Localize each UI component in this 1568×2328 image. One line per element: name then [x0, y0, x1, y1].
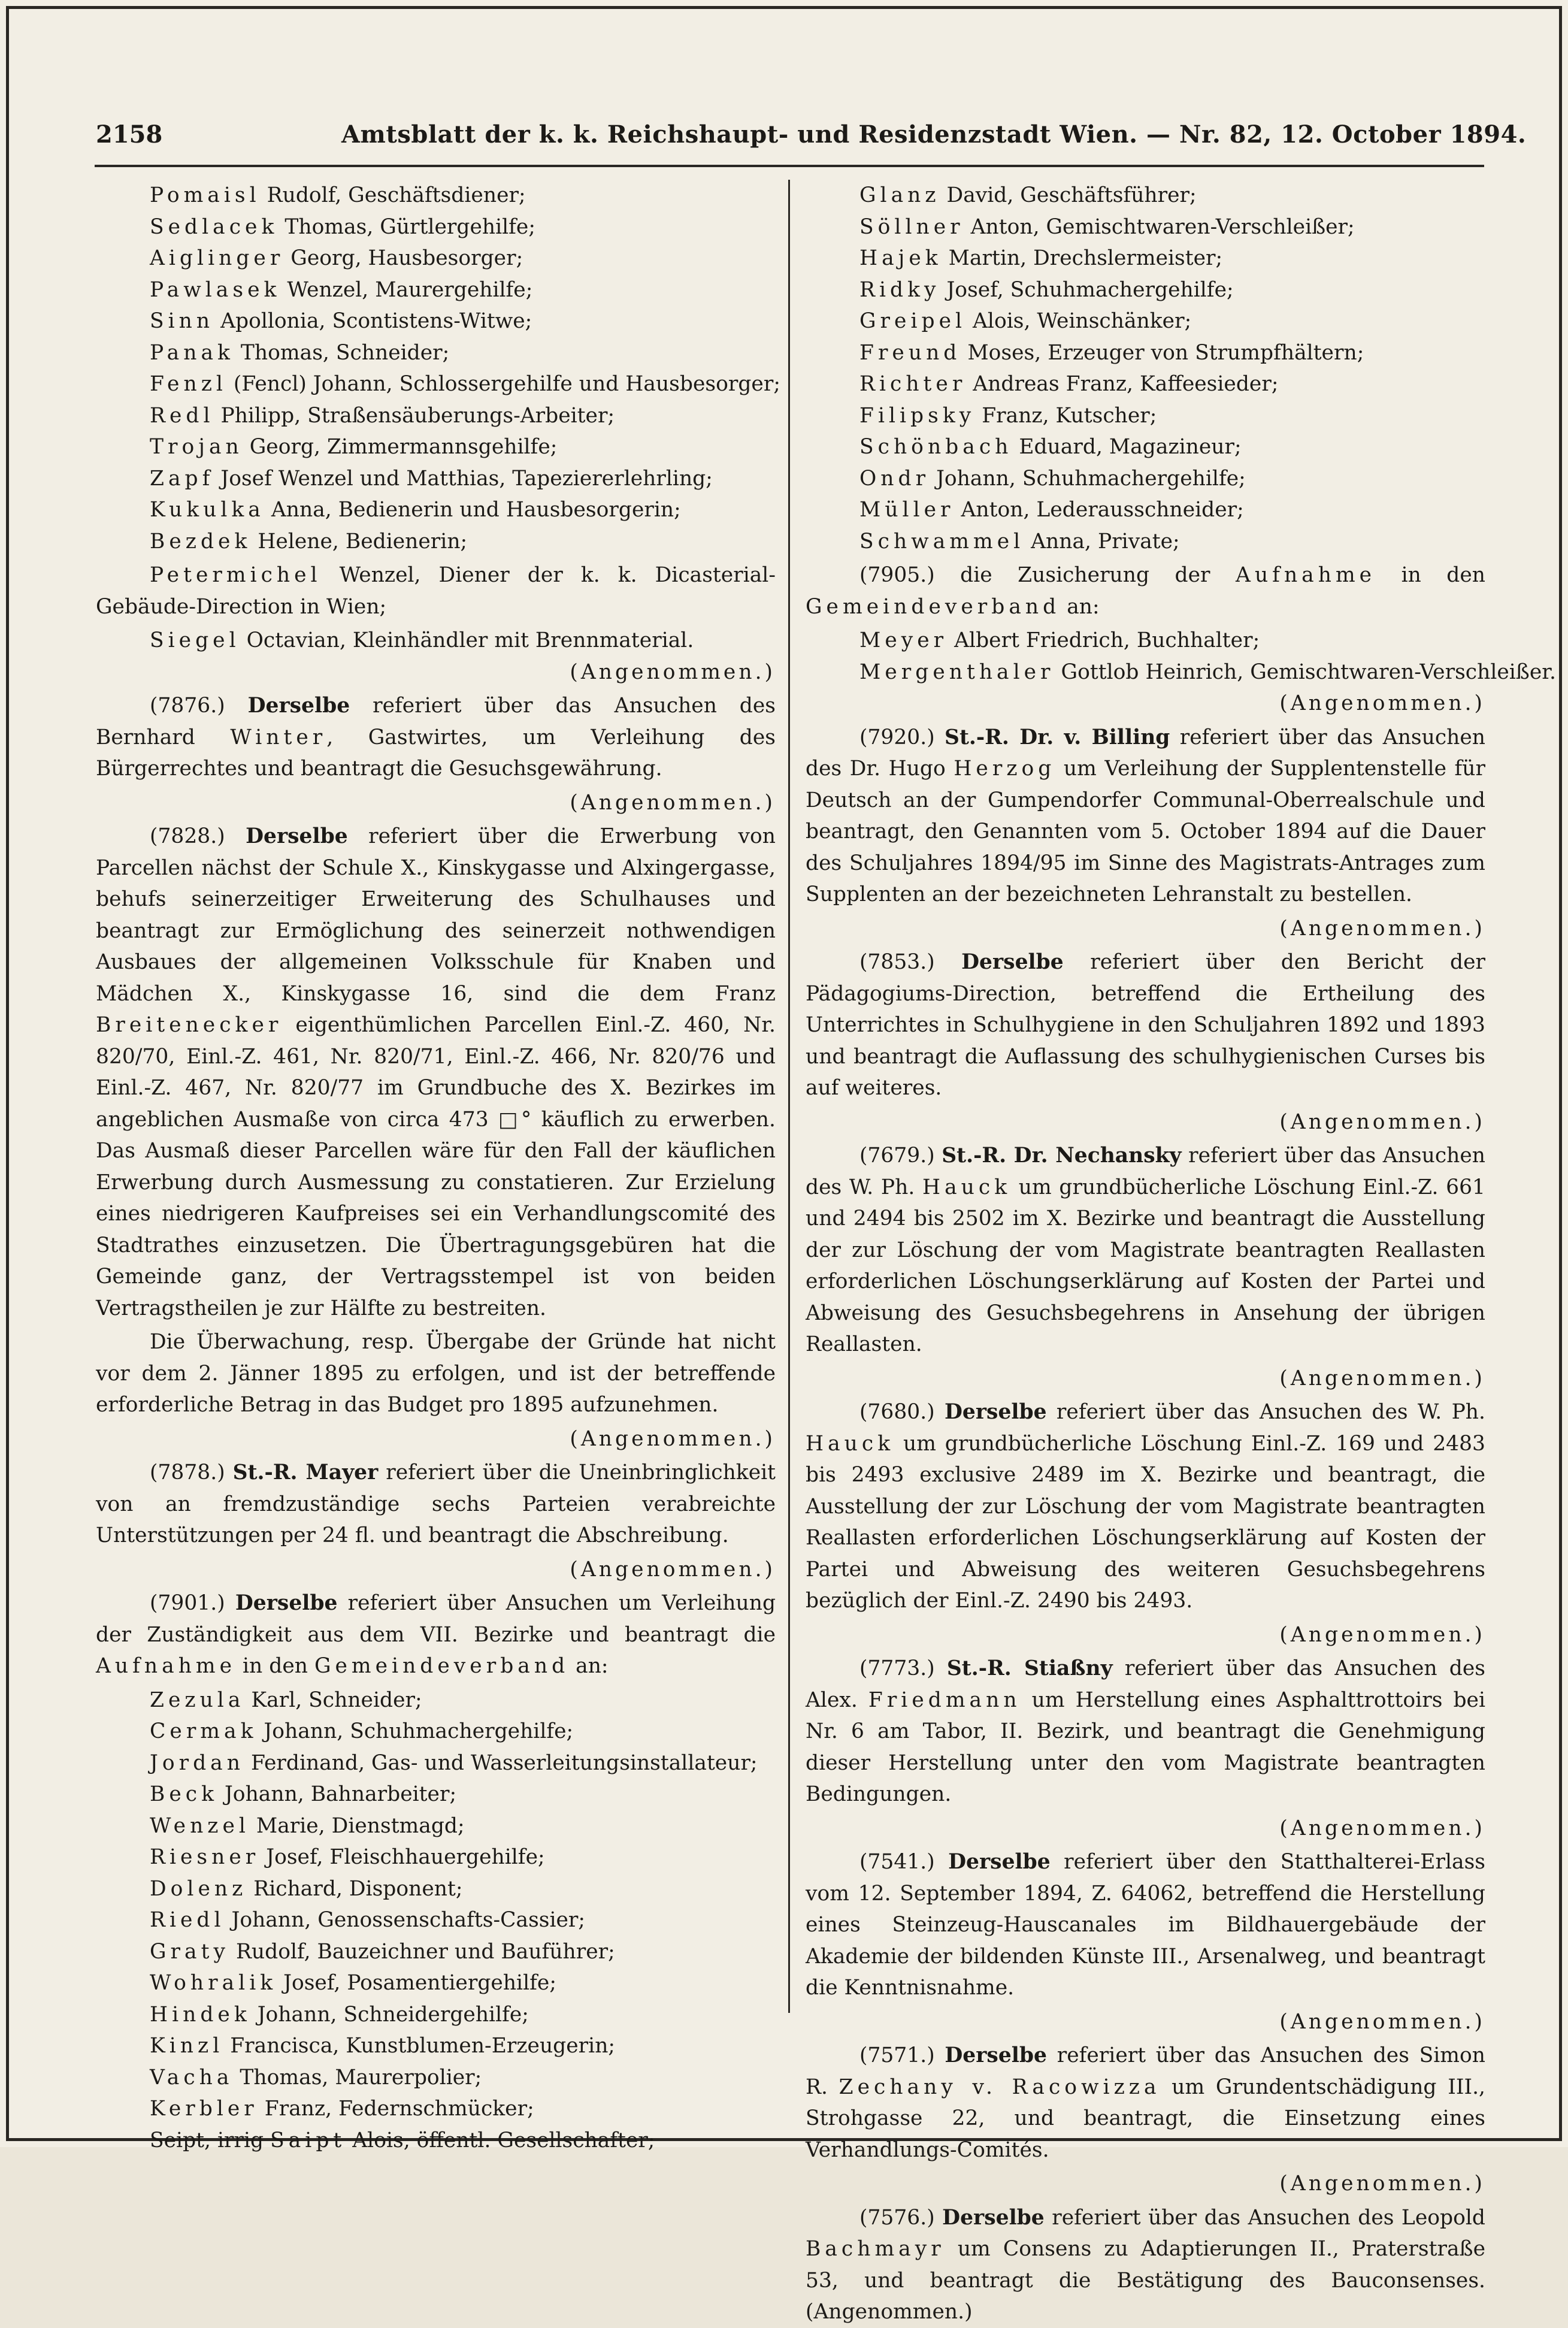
header-rule — [95, 165, 1484, 167]
resolution-accepted: (Angenommen.) — [1279, 1816, 1485, 1840]
name-details: Thomas, Maurerpolier; — [240, 2065, 482, 2090]
surname: Mergenthaler — [859, 660, 1055, 684]
name-details: Alois, öffentl. Gesellschafter; — [352, 2128, 655, 2152]
resolution-accepted: (Angenommen.) — [1279, 2172, 1485, 2196]
name-entry — [96, 1967, 776, 1999]
speaker: Derselbe — [246, 824, 348, 848]
name-entry — [96, 1716, 776, 1747]
surname: Schönbach — [859, 435, 1013, 459]
name-entry — [96, 1842, 776, 1873]
name-details: Josef, Posamentiergehilfe; — [283, 1971, 556, 1995]
right-column — [806, 180, 1556, 2324]
name-entry — [96, 1904, 776, 1936]
surname: Dolenz — [150, 1876, 247, 1901]
name-details: Philipp, Straßensäuberungs-Arbeiter; — [220, 403, 615, 428]
name-entry — [806, 431, 1485, 463]
name-details: Johann, Schuhmachergehilfe; — [264, 1719, 574, 1743]
name-details: Albert Friedrich, Buchhalter; — [954, 628, 1260, 652]
surname: Hindek — [150, 2002, 251, 2027]
name-entry — [96, 1999, 776, 2031]
name-entry — [806, 625, 1485, 657]
surname: Hajek — [859, 246, 942, 270]
item-number: (7679.) — [859, 1144, 935, 1168]
name-details: Franz, Federnschmücker; — [264, 2097, 534, 2121]
name-entry — [96, 211, 776, 243]
name-entry — [96, 1810, 776, 1842]
surname: Schwammel — [859, 529, 1025, 554]
name-details: Eduard, Magazineur; — [1019, 435, 1242, 459]
name-details: Georg, Zimmermannsgehilfe; — [249, 435, 558, 459]
name-details: Marie, Dienstmagd; — [256, 1813, 465, 1838]
name-details: Richard, Disponent; — [253, 1876, 463, 1901]
speaker: St.-R. Dr. v. Billing — [945, 725, 1170, 749]
surname: Riesner — [150, 1845, 260, 1869]
name-entry — [806, 368, 1485, 400]
name-details: Johann, Schneidergehilfe; — [257, 2002, 529, 2027]
spaced-word: Gemeindeverband — [314, 1654, 570, 1678]
name-details: Moses, Erzeuger von Strumpfhältern; — [967, 340, 1364, 365]
item-number: (7901.) — [150, 1591, 225, 1615]
item-number: (7680.) — [859, 1400, 935, 1424]
speaker: Derselbe — [961, 950, 1064, 974]
name-entry — [96, 526, 776, 558]
resolution-accepted: (Angenommen.) — [1279, 1366, 1485, 1390]
name-details: Anna, Private; — [1031, 529, 1180, 554]
resolution-accepted: (Angenommen.) — [1279, 916, 1485, 941]
surname: Pomaisl — [150, 183, 261, 207]
surname: Kinzl — [150, 2034, 224, 2058]
surname: Ridky — [859, 277, 940, 302]
name-entry — [96, 1873, 776, 1905]
name-entry — [96, 180, 776, 211]
name-details: Franz, Kutscher; — [982, 403, 1157, 428]
surname: Ondr — [859, 466, 930, 491]
name-details: Anton, Lederausschneider; — [961, 498, 1244, 522]
page-header — [96, 114, 1527, 156]
name-entry — [96, 368, 780, 400]
name-entry — [806, 306, 1485, 337]
speaker: Derselbe — [942, 2205, 1045, 2230]
surname: Sedlacek — [150, 214, 279, 239]
surname: Wohralik — [150, 1971, 277, 1995]
surname: Panak — [150, 340, 234, 365]
spaced-word: Aufnahme — [96, 1654, 237, 1678]
paragraph-7773: (7773.) St.-R. Stiaßny referiert über das Ansuchen des Alex. Friedmann um Herstellung eines Asphalttrottoirs bei Nr. 6 am Tabor, II. Bezirk, und beantragt die Genehmigung dieser Herstellung unter den vom Magistrate beantragten Bedingungen. — [806, 1656, 1486, 1806]
surname: Müller — [859, 498, 955, 522]
name-details: Anna, Bedienerin und Hausbesorgerin; — [271, 498, 681, 522]
surname: Seipt — [150, 2128, 205, 2152]
name-details: Francisca, Kunstblumen-Erzeugerin; — [230, 2034, 616, 2058]
name-entry — [806, 494, 1485, 526]
surname: Zezula — [150, 1688, 245, 1712]
page-number: 2158 — [96, 120, 163, 149]
item-number: (7853.) — [859, 950, 935, 974]
item-number: (7541.) — [859, 1850, 935, 1874]
name-details: Johann, Schuhmachergehilfe; — [936, 466, 1246, 491]
speaker: St.-R. Dr. Nechansky — [942, 1144, 1182, 1168]
name-entry — [96, 337, 776, 369]
spaced-name: Hauck — [922, 1175, 1012, 1199]
name-details: Ferdinand, Gas- und Wasserleitungsinstallateur; — [250, 1750, 758, 1775]
resolution-accepted: (Angenommen.) — [570, 790, 776, 815]
border-left — [6, 6, 9, 2141]
item-number: (7828.) — [150, 824, 225, 848]
resolution-accepted: (Angenommen.) — [1279, 1109, 1485, 1134]
name-entry — [96, 1747, 776, 1779]
item-number: (7878.) — [150, 1461, 225, 1485]
name-entry — [806, 400, 1485, 432]
name-details: Alois, Weinschänker; — [973, 309, 1192, 333]
resolution-accepted: (Angenommen.) — [1279, 2009, 1485, 2034]
name-entry — [96, 2093, 776, 2125]
name-entry — [96, 494, 776, 526]
speaker: Derselbe — [235, 1591, 338, 1615]
paragraph-7541: (7541.) Derselbe referiert über den Statthalterei-Erlass vom 12. September 1894, Z. 64062, betreffend die Herstellung eines Steinzeug-Hauscanales im Bildhauergebäude der Akademie der bildenden Künste III., Arsenalweg, und beantragt die Kenntnisnahme. — [806, 1850, 1485, 2000]
resolution-accepted: (Angenommen.) — [806, 2300, 973, 2324]
name-entry — [806, 463, 1485, 495]
paragraph-7828: (7828.) Derselbe referiert über die Erwerbung von Parcellen nächst der Schule X., Kinskygasse und Alxingergasse, behufs seinerzeitiger Erweiterung des Schulhauses und beantragt zur Ermöglichung des seinerzeit nothwendigen Ausbaues der allgemeinen Volksschule für Knaben und Mädchen X., Kinskygasse 16, sind die dem Franz Breitenecker eigenthümlichen Parcellen Einl.-Z. 460, Nr. 820/70, Einl.-Z. 461, Nr. 820/71, Einl.-Z. 466, Nr. 820/76 und Einl.-Z. 467, Nr. 820/77 im Grundbuche des X. Bezirkes im angeblichen Ausmaße von circa 473 □° käuflich zu erwerben. Das Ausmaß dieser Parcellen wäre für den Fall der käuflichen Erwerbung durch Ausmessung zu constatieren. Zur Erzielung eines niedrigeren Kaufpreises sei ein Verhandlungscomité des Stadtrathes einzusetzen. Die Übertragungsgebüren hat die Gemeinde ganz, der Vertragsstempel ist von beiden Vertragstheilen je zur Hälfte zu bestreiten. — [96, 824, 776, 1320]
name-details: Josef, Schuhmachergehilfe; — [946, 277, 1234, 302]
name-entry-siegel — [96, 625, 776, 657]
names-list-3 — [806, 180, 1485, 557]
surname: Aiglinger — [150, 246, 284, 270]
name-details: Rudolf, Geschäftsdiener; — [267, 183, 526, 207]
surname: Riedl — [150, 1908, 225, 1932]
name-details: Wenzel, Diener der k. k. Dicasterial-Gebäude-Direction in Wien; — [96, 563, 776, 619]
resolution-accepted: (Angenommen.) — [1279, 691, 1485, 715]
surname: Bezdek — [150, 529, 252, 554]
name-entry — [96, 274, 776, 306]
name-entry — [806, 274, 1485, 306]
name-details: Gottlob Heinrich, Gemischtwaren-Verschleißer. — [1061, 660, 1556, 684]
name-details: Wenzel, Maurergehilfe; — [287, 277, 533, 302]
name-details: Anton, Gemischtwaren-Verschleißer; — [970, 214, 1355, 239]
paragraph-7901: (7901.) Derselbe referiert über Ansuchen um Verleihung der Zuständigkeit aus dem VII. Bezirke und beantragt die Aufnahme in den Gemeindeverband an: — [96, 1591, 776, 1678]
surname: Beck — [150, 1782, 218, 1806]
name-details: Johann, Genossenschafts-Cassier; — [231, 1908, 586, 1932]
name-entry — [96, 1685, 776, 1716]
name-entry — [96, 2062, 776, 2094]
surname: Sinn — [150, 309, 214, 333]
resolution-accepted: (Angenommen.) — [570, 660, 776, 684]
surname: Glanz — [859, 183, 940, 207]
name-entry — [96, 1936, 776, 1968]
name-entry — [96, 1779, 776, 1810]
paragraph-7905: (7905.) die Zusicherung der Aufnahme in den Gemeindeverband an: — [806, 563, 1486, 619]
paragraph-7878: (7878.) St.-R. Mayer referiert über die Uneinbringlichkeit von an fremdzuständige sechs Parteien verabreichte Unterstützungen per 24 fl. und beantragt die Abschreibung. — [96, 1461, 776, 1547]
surname: Pawlasek — [150, 277, 281, 302]
paragraph-7853: (7853.) Derselbe referiert über den Bericht der Pädagogiums-Direction, betreffend die Ertheilung des Unterrichtes in Schulhygiene in den Schuljahren 1892 und 1893 und beantragt die Auflassung des schulhygienischen Curses bis auf weiteres. — [806, 950, 1486, 1100]
surname: Richter — [859, 372, 967, 396]
name-details: (Fencl) Johann, Schlossergehilfe und Hausbesorger; — [233, 372, 780, 396]
border-right — [1559, 6, 1562, 2141]
name-entry — [96, 306, 776, 337]
spaced-name: Winter — [230, 725, 327, 749]
border-top — [6, 6, 1562, 9]
name-entry — [806, 211, 1485, 243]
item-number: (7576.) — [859, 2205, 935, 2230]
name-entry — [96, 243, 776, 274]
speaker: St.-R. Mayer — [232, 1461, 379, 1485]
item-number: (7876.) — [150, 694, 225, 718]
gazette-title: Amtsblatt der k. k. Reichshaupt- und Residenzstadt Wien. — Nr. 82, 12. October 1894. — [341, 120, 1527, 149]
name-details: Octavian, Kleinhändler mit Brennmaterial. — [246, 628, 694, 652]
resolution-accepted: (Angenommen.) — [570, 1557, 776, 1582]
spaced-name: Breitenecker — [96, 1013, 283, 1037]
spaced-name: Zechany v. Racowizza — [839, 2075, 1161, 2099]
name-details: Andreas Franz, Kaffeesieder; — [973, 372, 1279, 396]
name-entry — [96, 431, 776, 463]
speaker: Derselbe — [945, 1400, 1047, 1424]
surname: Vacha — [150, 2065, 234, 2090]
item-number: (7920.) — [859, 725, 935, 749]
resolution-accepted: (Angenommen.) — [570, 1426, 776, 1451]
speaker: St.-R. Stiaßny — [946, 1656, 1113, 1680]
spaced-name: Bachmayr — [806, 2237, 945, 2261]
surname: Filipsky — [859, 403, 976, 428]
paragraph-7576: (7576.) Derselbe referiert über das Ansuchen des Leopold Bachmayr um Consens zu Adaptierungen II., Praterstraße 53, und beantragt die Bestätigung des Bauconsenses. (Angenommen.) — [806, 2205, 1486, 2324]
name-details: Martin, Drechslermeister; — [948, 246, 1223, 270]
name-entry — [806, 657, 1556, 688]
name-details: Helene, Bedienerin; — [258, 529, 468, 554]
speaker: Derselbe — [945, 2043, 1047, 2067]
paragraph-7680: (7680.) Derselbe referiert über das Ansuchen des W. Ph. Hauck um grundbücherliche Löschung Einl.-Z. 169 und 2483 bis 2493 exclusive 2489 im X. Bezirke und beantragt, die Ausstellung der zur Löschung der vom Magistrate beantragten Reallasten erforderlichen Löschungserklärung auf Kosten der Partei und Abweisung des weiteren Gesuchsbegehrens bezüglich der Einl.-Z. 2490 bis 2493. — [806, 1400, 1486, 1613]
surname: Petermichel — [150, 563, 322, 587]
name-details: Karl, Schneider; — [251, 1688, 422, 1712]
surname: Siegel — [150, 628, 240, 652]
spaced-word: Aufnahme — [1236, 563, 1376, 587]
surname: Graty — [150, 1939, 229, 1964]
name-entry — [806, 337, 1485, 369]
name-details: Thomas, Schneider; — [240, 340, 450, 365]
names-list-2 — [96, 1685, 776, 2157]
surname: Fenzl — [150, 372, 227, 396]
spaced-name: Hauck — [806, 1431, 895, 1456]
item-number: (7905.) — [859, 563, 935, 587]
surname: Meyer — [859, 628, 948, 652]
name-entry-petermichel — [96, 560, 776, 622]
name-entry — [806, 526, 1485, 558]
names-list-1 — [96, 180, 780, 557]
speaker: Derselbe — [247, 694, 350, 718]
spaced-name: Friedmann — [868, 1688, 1021, 1712]
name-details: Josef Wenzel und Matthias, Tapeziererlehrling; — [220, 466, 713, 491]
name-details: Apollonia, Scontistens-Witwe; — [220, 309, 532, 333]
name-details: Georg, Hausbesorger; — [290, 246, 523, 270]
surname: Zapf — [150, 466, 214, 491]
spaced-name: Herzog — [953, 757, 1056, 781]
paragraph-7571: (7571.) Derselbe referiert über das Ansuchen des Simon R. Zechany v. Racowizza um Grundentschädigung III., Strohgasse 22, und beantragt, die Einsetzung eines Verhandlungs-Comités. — [806, 2043, 1486, 2162]
paragraph-7828-cont: Die Überwachung, resp. Übergabe der Gründe hat nicht vor dem 2. Jänner 1895 zu erfolgen, und ist der betreffende erforderliche Betrag in das Budget pro 1895 aufzunehmen. — [96, 1330, 776, 1417]
surname: Wenzel — [150, 1813, 250, 1838]
left-column — [96, 180, 780, 2152]
column-divider — [788, 180, 790, 2013]
name-details: Johann, Bahnarbeiter; — [224, 1782, 457, 1806]
name-entry — [96, 400, 776, 432]
surname: Söllner — [859, 214, 964, 239]
resolution-accepted: (Angenommen.) — [1279, 1622, 1485, 1647]
paragraph-7679: (7679.) St.-R. Dr. Nechansky referiert über das Ansuchen des W. Ph. Hauck um grundbücherliche Löschung Einl.-Z. 661 und 2494 bis 2502 im X. Bezirke und beantragt die Ausstellung der zur Löschung der vom Magistrate beantragten Reallasten erforderlichen Löschungserklärung auf Kosten der Partei und Abweisung des Gesuchsbegehrens in Ansehung der übrigen Reallasten. — [806, 1144, 1486, 1356]
surname: Greipel — [859, 309, 967, 333]
name-details: Thomas, Gürtlergehilfe; — [284, 214, 535, 239]
surname: Kerbler — [150, 2097, 258, 2121]
spaced-word: Gemeindeverband — [806, 594, 1061, 619]
paragraph-7920: (7920.) St.-R. Dr. v. Billing referiert über das Ansuchen des Dr. Hugo Herzog um Verleihung der Supplentenstelle für Deutsch an der Gumpendorfer Communal-Oberrealschule und beantragt, den Genannten vom 5. October 1894 auf die Dauer des Schuljahres 1894/95 im Sinne des Magistrats-Antrages zum Supplenten an der bezeichneten Lehranstalt zu bestellen. — [806, 725, 1486, 906]
name-entry: Seipt, irrig Saipt Alois, öffentl. Gesellschafter; — [150, 2128, 655, 2152]
surname: Trojan — [150, 435, 243, 459]
item-number: (7773.) — [859, 1656, 935, 1680]
surname: Kukulka — [150, 498, 265, 522]
name-details: Rudolf, Bauzeichner und Bauführer; — [235, 1939, 615, 1964]
name-details: David, Geschäftsführer; — [946, 183, 1197, 207]
surname: Freund — [859, 340, 961, 365]
name-entry — [96, 2030, 776, 2062]
item-number: (7571.) — [859, 2043, 935, 2067]
surname: Redl — [150, 403, 214, 428]
surname: Cermak — [150, 1719, 258, 1743]
name-entry — [96, 463, 776, 495]
name-entry — [806, 243, 1485, 274]
spaced-name: Saipt — [270, 2128, 346, 2152]
paragraph-7876: (7876.) Derselbe referiert über das Ansuchen des Bernhard Winter, Gastwirtes, um Verleihung des Bürgerrechtes und beantragt die Gesuchsgewährung. — [96, 694, 776, 781]
name-details: Josef, Fleischhauergehilfe; — [266, 1845, 545, 1869]
speaker: Derselbe — [948, 1850, 1051, 1874]
surname: Jordan — [150, 1750, 244, 1775]
name-entry — [806, 180, 1485, 211]
